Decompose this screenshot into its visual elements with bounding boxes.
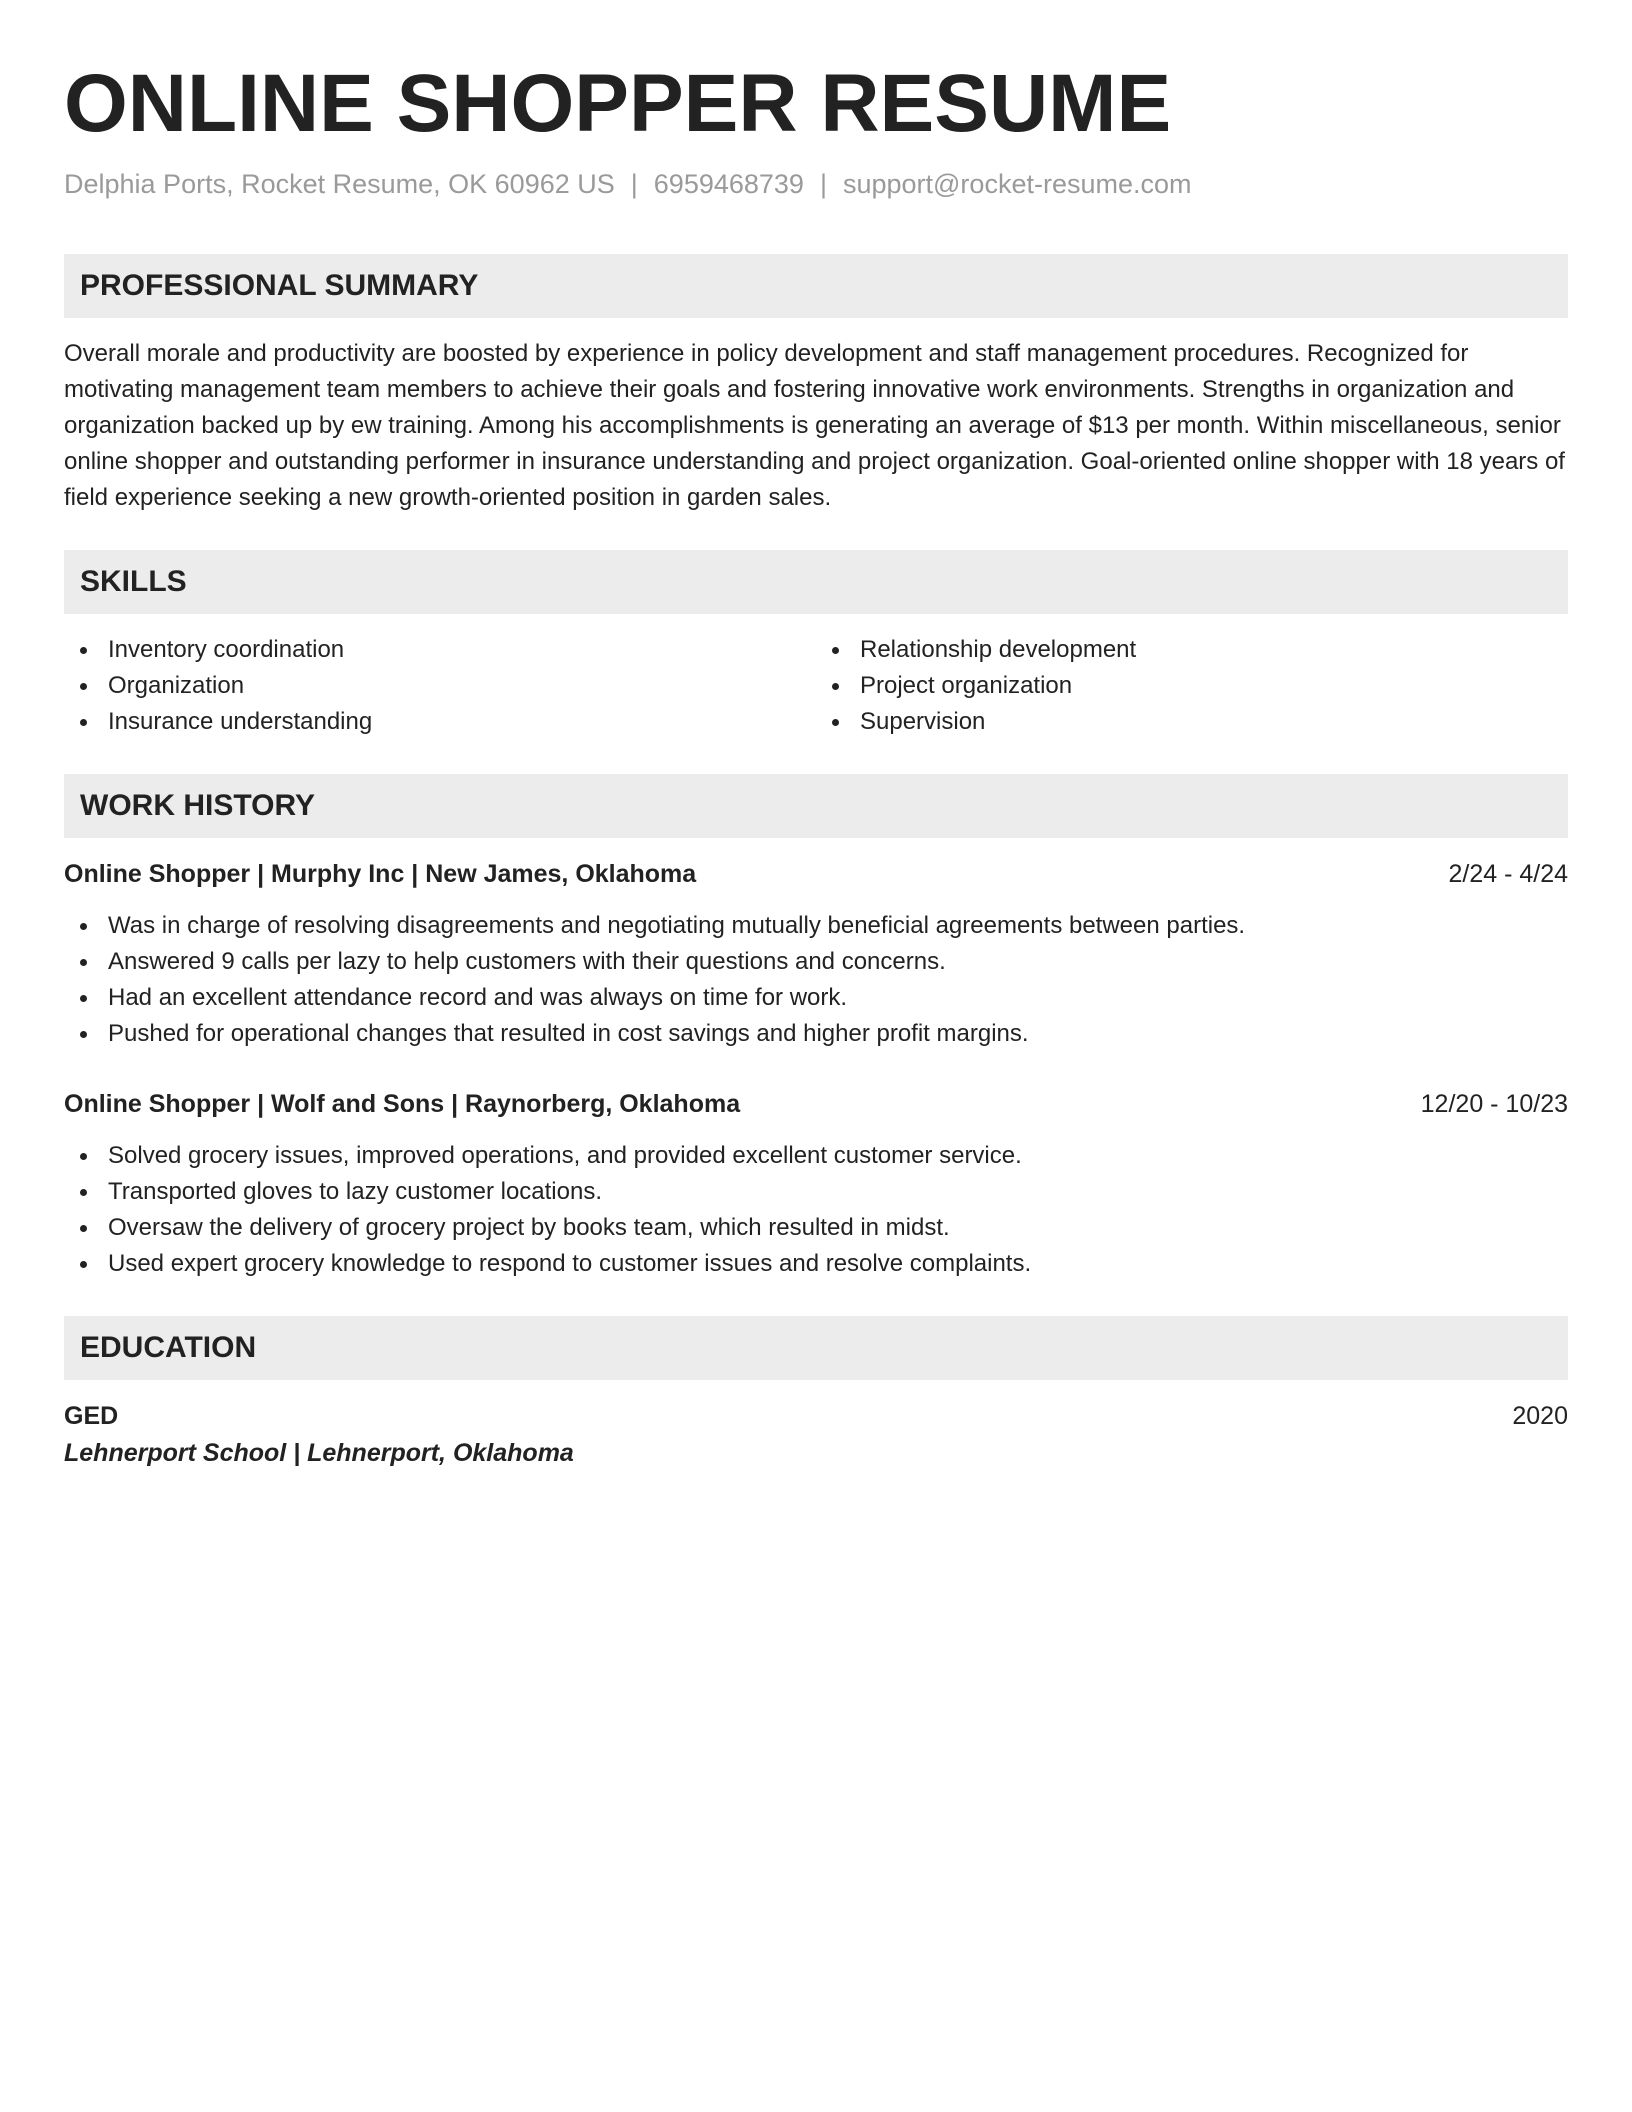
education-year: 2020 — [1512, 1402, 1568, 1430]
job-bullet: Answered 9 calls per lazy to help customers with their questions and concerns. — [64, 944, 1568, 980]
job-bullet: Used expert grocery knowledge to respond to customer issues and resolve complaints. — [64, 1246, 1568, 1282]
contact-phone: 6959468739 — [653, 169, 804, 199]
skills-grid — [64, 632, 1568, 740]
bullet-icon — [80, 647, 87, 654]
job-bullet: Transported gloves to lazy customer locations. — [64, 1174, 1568, 1210]
job-dates: 12/20 - 10/23 — [1420, 1090, 1568, 1118]
skill-item: Project organization — [816, 668, 1568, 704]
skill-item: Insurance understanding — [64, 704, 816, 740]
bullet-icon — [80, 959, 87, 966]
summary-text: Overall morale and productivity are boosted by experience in policy development and staff management procedures. Recognized for motivating management team members to achieve their goals and fostering innovative work environments. Strengths in organization and organization backed up by ew training. Among his accomplishments is generating an average of $13 per month. Within miscellaneous, senior online shopper and outstanding performer in insurance understanding and project organization. Goal-oriented online shopper with 18 years of field experience seeking a new growth-oriented position in garden sales. — [64, 340, 1565, 511]
bullet-icon — [80, 1225, 87, 1232]
job-title: Online Shopper | Murphy Inc | New James, Oklahoma — [64, 860, 697, 888]
job-bullet: Was in charge of resolving disagreements and negotiating mutually beneficial agreements between parties. — [64, 908, 1568, 944]
bullet-icon — [832, 683, 839, 690]
section-header-skills: SKILLS — [64, 550, 1568, 614]
education-degree: GED — [64, 1402, 119, 1430]
section-header-education: EDUCATION — [64, 1316, 1568, 1380]
bullet-icon — [832, 647, 839, 654]
job-bullet: Pushed for operational changes that resulted in cost savings and higher profit margins. — [64, 1016, 1568, 1052]
bullet-icon — [80, 719, 87, 726]
bullet-icon — [832, 719, 839, 726]
bullet-icon — [80, 995, 87, 1002]
contact-email: support@rocket-resume.com — [842, 169, 1192, 199]
contact-address: Delphia Ports, Rocket Resume, OK 60962 US — [64, 169, 615, 199]
job-entry — [64, 1086, 1568, 1282]
section-header-work-history: WORK HISTORY — [64, 774, 1568, 838]
contact-separator: | — [630, 169, 638, 199]
section-header-summary: PROFESSIONAL SUMMARY — [64, 254, 1568, 318]
bullet-icon — [80, 1031, 87, 1038]
job-bullet: Solved grocery issues, improved operations, and provided excellent customer service. — [64, 1138, 1568, 1174]
education-school: Lehnerport School | Lehnerport, Oklahoma — [64, 1439, 574, 1467]
job-dates: 2/24 - 4/24 — [1448, 860, 1568, 888]
job-title: Online Shopper | Wolf and Sons | Raynorberg, Oklahoma — [64, 1090, 741, 1118]
contact-separator: | — [819, 169, 827, 199]
bullet-icon — [80, 1261, 87, 1268]
job-bullet: Had an excellent attendance record and was always on time for work. — [64, 980, 1568, 1016]
resume-title: ONLINE SHOPPER RESUME — [64, 58, 1172, 149]
skill-item: Relationship development — [816, 632, 1568, 668]
skill-item: Inventory coordination — [64, 632, 816, 668]
skill-item: Organization — [64, 668, 816, 704]
job-entry — [64, 856, 1568, 1052]
job-bullet: Oversaw the delivery of grocery project by books team, which resulted in midst. — [64, 1210, 1568, 1246]
skills-column-right — [816, 632, 1568, 740]
education-entry — [64, 1398, 1568, 1472]
bullet-icon — [80, 1189, 87, 1196]
bullet-icon — [80, 1153, 87, 1160]
bullet-icon — [80, 923, 87, 930]
contact-line — [64, 166, 1568, 202]
bullet-icon — [80, 683, 87, 690]
skill-item: Supervision — [816, 704, 1568, 740]
skills-column-left — [64, 632, 816, 740]
